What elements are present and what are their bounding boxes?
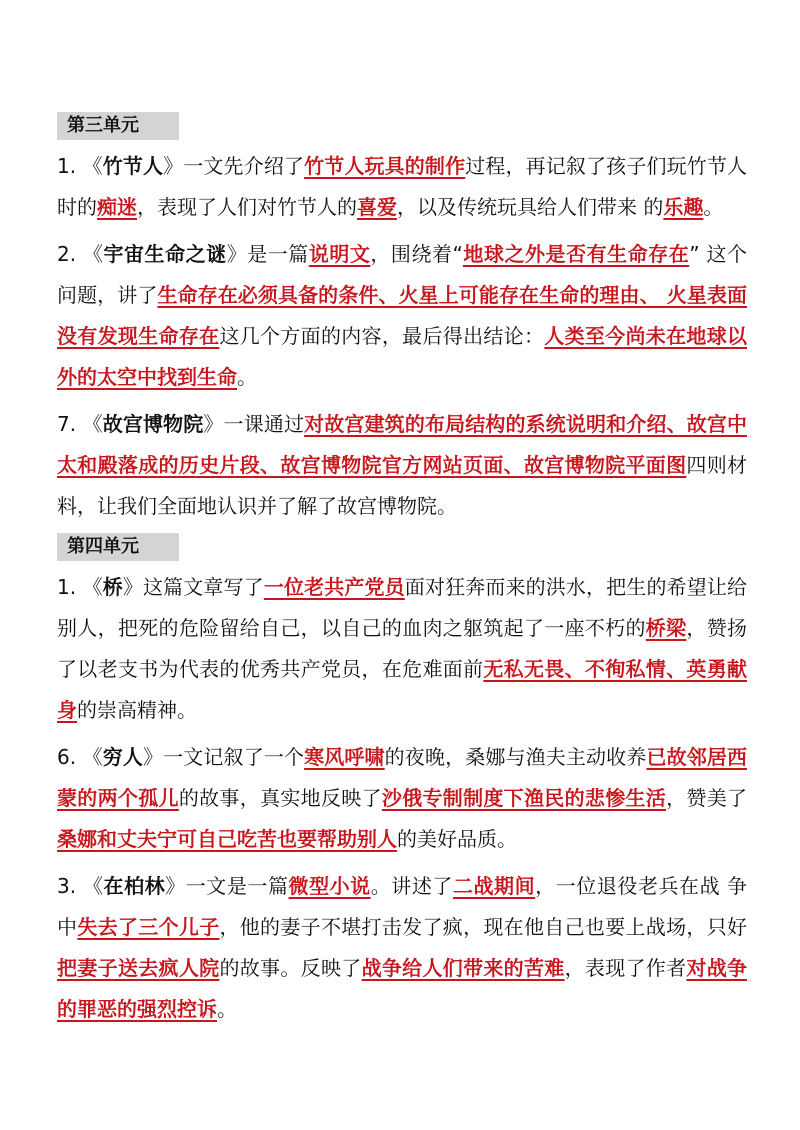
unit-4-heading: 第四单元 <box>57 533 179 561</box>
unit-4-section <box>57 533 747 1030</box>
text-title: 桥 <box>102 575 123 599</box>
body-text: ，赞扬了以老支书为代表的优秀共产党员，在危难面前 <box>57 616 748 681</box>
unit-3-heading: 第三单元 <box>57 112 179 140</box>
body-text: 7. 《 <box>57 412 103 436</box>
paragraph-bridge <box>57 567 747 731</box>
paragraph-universe-life <box>57 234 747 398</box>
body-text: 。 <box>703 195 724 219</box>
highlighted-answer: 沙俄专制制度下渔民的悲惨生活 <box>381 786 667 810</box>
text-title: 竹节人 <box>102 154 164 178</box>
document-page <box>57 112 747 1036</box>
highlighted-answer: 对战争的罪恶的强烈控诉 <box>57 956 748 1021</box>
body-text: ，表现了人们对竹节人的 <box>137 195 357 219</box>
body-text: 面对狂奔而来的洪水，把生的希望让给别人，把死的危险留给自己，以自己的血肉之躯筑起了一座不朽的 <box>57 575 748 640</box>
highlighted-answer: 说明文 <box>308 242 371 266</box>
body-text: 的崇高精神。 <box>77 698 197 722</box>
paragraph-palace-museum <box>57 404 747 527</box>
highlighted-answer: 地球之外是否有生命存在 <box>462 242 690 266</box>
body-text: 的美好品质。 <box>397 827 517 851</box>
highlighted-answer: 已故邻居西蒙的两个孤儿 <box>57 745 748 810</box>
highlighted-answer: 桥梁 <box>645 616 687 640</box>
body-text: 的故事，真实地反映了 <box>178 786 382 810</box>
body-text: 》这篇文章写了 <box>122 575 264 599</box>
body-text: 。 <box>217 997 237 1021</box>
highlighted-answer: 战争给人们带来的苦难 <box>361 956 565 980</box>
body-text: 》一文记叙了一个 <box>143 745 305 769</box>
body-text: ，赞美了 <box>666 786 748 810</box>
body-text: 这几个方面的内容，最后得出结论： <box>219 324 545 348</box>
body-text: ” 这个问题，讲了 <box>57 242 748 307</box>
highlighted-answer: 微型小说 <box>288 874 371 898</box>
body-text: 6. 《 <box>57 745 103 769</box>
body-text: 过程，再记叙了孩子们玩竹节人时的 <box>57 154 748 219</box>
body-text: 。讲述了 <box>370 874 453 898</box>
text-title: 宇宙生命之谜 <box>103 242 227 266</box>
body-text: 。 <box>237 365 257 389</box>
body-text: 》一课通过 <box>203 412 305 436</box>
highlighted-answer: 生命存在必须具备的条件、火星上可能存在生命的理由、 火星表面没有发现生命存在 <box>57 283 748 348</box>
body-text: ，围绕着“ <box>370 242 463 266</box>
text-title: 在柏林 <box>103 874 166 898</box>
body-text: 》是一篇 <box>226 242 309 266</box>
body-text: ，他的妻子不堪打击发了疯，现在他自己也要上战场，只好 <box>219 915 748 939</box>
highlighted-answer: 竹节人玩具的制作 <box>304 154 466 178</box>
body-text: ，表现了作者 <box>564 956 687 980</box>
highlighted-answer: 寒风呼啸 <box>304 745 385 769</box>
highlighted-answer: 一位老共产党员 <box>263 575 405 599</box>
body-text: 1. 《 <box>57 575 103 599</box>
highlighted-answer: 痴迷 <box>97 195 137 219</box>
body-text: 的夜晚，桑娜与渔夫主动收养 <box>384 745 647 769</box>
text-title: 故宫博物院 <box>102 412 204 436</box>
body-text: 的故事。反映了 <box>219 956 362 980</box>
highlighted-answer: 把妻子送去疯人院 <box>57 956 220 980</box>
body-text: 3. 《 <box>57 874 104 898</box>
highlighted-answer: 二战期间 <box>452 874 536 898</box>
text-title: 穷人 <box>102 745 143 769</box>
paragraph-poor-people <box>57 737 747 860</box>
paragraph-in-berlin <box>57 866 747 1030</box>
highlighted-answer: 人类至今尚未在地球以外的太空中找到生命 <box>57 324 748 389</box>
body-text: 1. 《 <box>57 154 103 178</box>
highlighted-answer: 失去了三个儿子 <box>77 915 220 939</box>
body-text: 四则材料，让我们全面地认识并了解了故宫博物院。 <box>57 453 748 518</box>
body-text: ，以及传统玩具给人们带来 的 <box>397 195 664 219</box>
body-text: 2. 《 <box>57 242 104 266</box>
paragraph-bamboo-man <box>57 146 747 228</box>
body-text: 》一文先介绍了 <box>163 154 305 178</box>
body-text: 》一文是一篇 <box>165 874 289 898</box>
highlighted-answer: 乐趣 <box>663 195 704 219</box>
unit-3-section <box>57 112 747 527</box>
highlighted-answer: 对故宫建筑的布局结构的系统说明和介绍、故宫中太和殿落成的历史片段、故宫博物院官方网站页面、故宫博物院平面图 <box>57 412 748 477</box>
body-text: ，一位退役老兵在战 争中 <box>57 874 748 939</box>
highlighted-answer: 无私无畏、不徇私情、英勇献身 <box>57 657 748 722</box>
highlighted-answer: 喜爱 <box>357 195 397 219</box>
highlighted-answer: 桑娜和丈夫宁可自己吃苦也要帮助别人 <box>57 827 397 851</box>
